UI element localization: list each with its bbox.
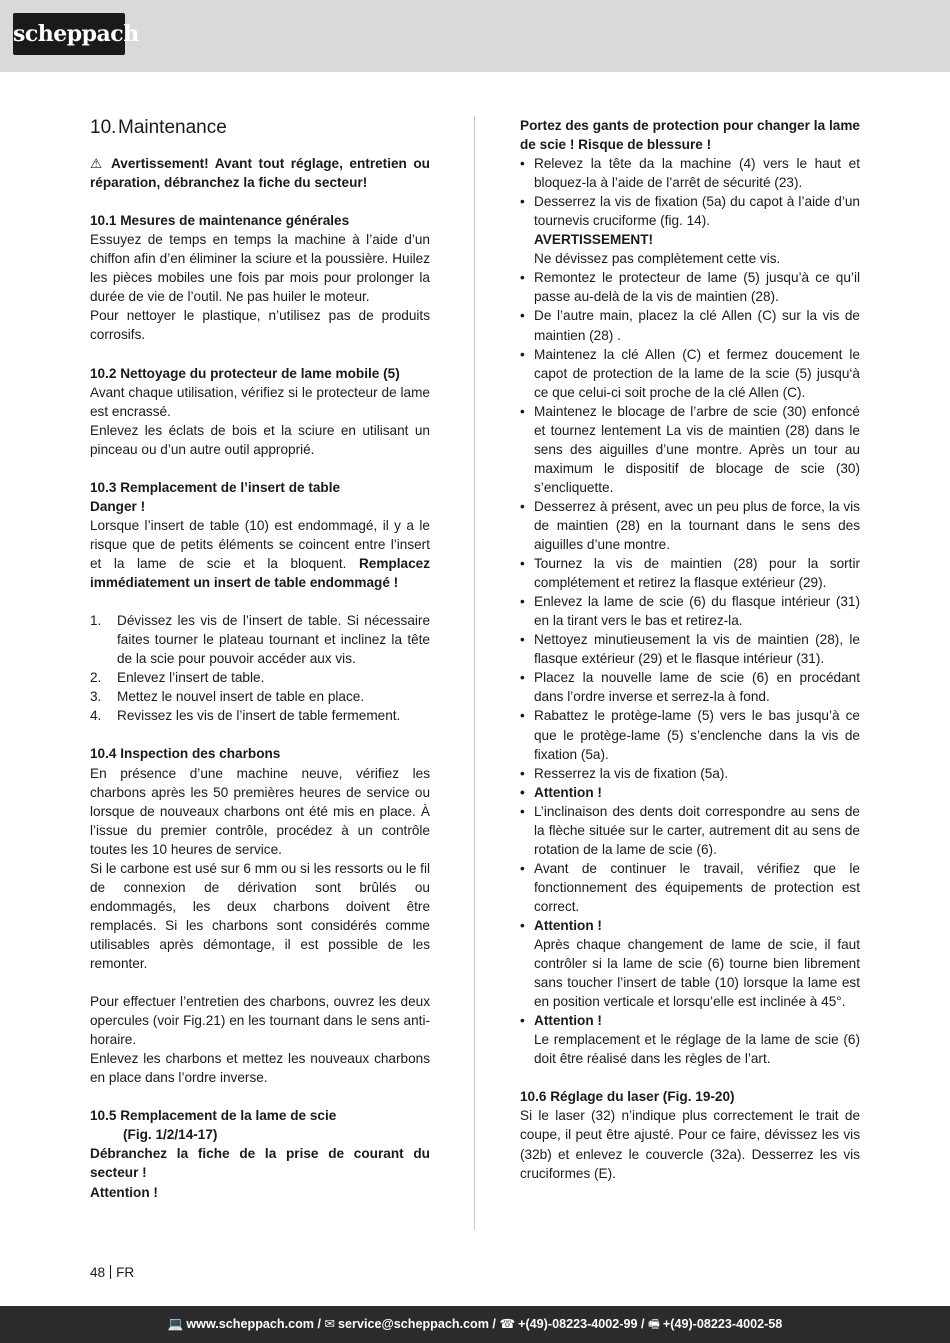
footer-separator: / — [488, 1317, 500, 1331]
section-number: 10. — [90, 117, 117, 138]
subsection-title-10-6: 10.6 Réglage du laser (Fig. 19-20) — [520, 1089, 735, 1105]
list-item: • Rabattez le protège-lame (5) vers le bas jusqu’à ce que le protège-lame (5) s’enclenche dans la vis de fixation (5a). — [520, 706, 860, 763]
footer-website-link[interactable]: www.scheppach.com — [186, 1317, 314, 1331]
list-item — [90, 668, 430, 687]
step-text: Revissez les vis de l’insert de table fermement. — [117, 708, 401, 724]
step-number: 1. — [90, 613, 102, 629]
step-text: Dévissez les vis de l’insert de table. Si nécessaire faites tourner le plateau tournant et inclinez la tête de la scie pour pouvoir accéder aux vis. — [117, 613, 430, 667]
page-number — [90, 1265, 134, 1280]
list-item — [520, 916, 860, 1011]
list-item — [520, 1011, 860, 1068]
procedure-list — [520, 154, 860, 1068]
paragraph: Pour effectuer l’entretien des charbons, ouvrez les deux opercules (voir Fig.21) en les tournant dans le sens anti-horaire. — [90, 994, 430, 1048]
paragraph: Enlevez les éclats de bois et la sciure en utilisant un pinceau ou d’un autre outil approprié. — [90, 422, 430, 457]
danger-label: Danger ! — [90, 498, 146, 514]
warning-paragraph — [90, 154, 430, 192]
paragraph: Pour nettoyer le plastique, n’utilisez pas de produits corrosifs. — [90, 308, 430, 343]
list-item: • L’inclinaison des dents doit correspondre au sens de la flèche située sur le carter, autrement dit au sens de rotation de la lame de scie (6). — [520, 802, 860, 859]
paragraph: Si le laser (32) n’indique plus correctement le trait de coupe, il peut être ajusté. Pour ce faire, dévissez les vis (32b) et enlevez le couvercle (32a). Desserrez les vis cruciformes (E). — [520, 1108, 860, 1181]
subsection-title-10-1: 10.1 Mesures de maintenance générales — [90, 213, 350, 229]
warning-text: Ne dévissez pas complètement cette vis. — [534, 251, 781, 267]
computer-icon: 💻 — [167, 1317, 184, 1331]
paragraph: Essuyez de temps en temps la machine à l’aide d’un chiffon afin d’en éliminer la sciure et la poussière. Huilez les pièces mobiles une fois par mois pour prolonger la durée de vie de l’outil. Ne pas huiler le moteur. — [90, 232, 430, 305]
list-item: • Placez la nouvelle lame de scie (6) en procédant dans l’ordre inverse et serrez-la à fond. — [520, 668, 860, 706]
page-number-value: 48 — [90, 1265, 106, 1280]
list-item: • Relevez la tête da la machine (4) vers le haut et bloquez-la à l’aide de l’arrêt de sécurité (23). — [520, 154, 860, 192]
list-item: • Nettoyez minutieusement la vis de maintien (28), le flasque extérieur (29) et le flasque intérieur (31). — [520, 630, 860, 668]
footer-phone: +(49)-08223-4002-99 — [518, 1317, 638, 1331]
list-item: • Resserrez la vis de fixation (5a). — [520, 764, 860, 783]
list-item — [90, 687, 430, 706]
footer-email-link[interactable]: service@scheppach.com — [338, 1317, 489, 1331]
fax-icon: 🖷 — [648, 1317, 660, 1331]
list-item: • De l’autre main, placez la clé Allen (C) sur la vis de maintien (28) . — [520, 306, 860, 344]
column-divider — [474, 116, 475, 1230]
list-item: • Enlevez la lame de scie (6) du flasque intérieur (31) en la tirant vers le bas et retirez-la. — [520, 592, 860, 630]
step-text: Enlevez l’insert de table. — [117, 670, 265, 686]
emphasis-text: Remplacez immédiatement un insert de table endommagé ! — [90, 555, 431, 591]
warning-text: Avertissement! Avant tout réglage, entretien ou réparation, débranchez la fiche du secteur! — [90, 156, 430, 191]
list-item — [520, 192, 860, 268]
list-item-text: Le remplacement et le réglage de la lame de scie (6) doit être réalisé dans les règles de l’art. — [534, 1032, 860, 1067]
list-item-text: Desserrez la vis de fixation (5a) du capot à l’aide d’un tournevis cruciforme (fig. 14). — [534, 194, 860, 229]
page-language: FR — [116, 1265, 135, 1280]
right-column — [520, 116, 860, 1183]
list-item-text: Après chaque changement de lame de scie, il faut contrôler si la lame de scie (6) tourne bien librement sans toucher l’insert de table (10) lorsque la lame est en position verticale et lorsqu’elle est inclinée à 45°. — [534, 937, 860, 1010]
step-number: 3. — [90, 689, 102, 705]
figure-reference: (Fig. 1/2/14-17) — [123, 1127, 218, 1143]
footer-separator: / — [313, 1317, 325, 1331]
steps-list — [90, 611, 430, 725]
subsection-title-10-5: 10.5 Remplacement de la lame de scie — [90, 1108, 337, 1124]
gloves-warning: Portez des gants de protection pour changer la lame de scie ! Risque de blessure ! — [520, 118, 860, 153]
footer-bar — [0, 1306, 950, 1343]
subsection-title-10-2: 10.2 Nettoyage du protecteur de lame mobile (5) — [90, 365, 400, 381]
list-item-attention: • Attention ! — [520, 783, 860, 802]
list-item: • Maintenez le blocage de l’arbre de scie (30) enfoncé et tournez lentement La vis de maintien (28) dans le sens des aiguilles d’une montre. Après un tour au maximum le dispositif de blocage de scie (30) s’encliquette. — [520, 402, 860, 497]
paragraph: Avant chaque utilisation, vérifiez si le protecteur de lame est encrassé. — [90, 384, 430, 419]
step-number: 4. — [90, 708, 102, 724]
subsection-title-10-3: 10.3 Remplacement de l’insert de table — [90, 479, 341, 495]
list-item — [90, 611, 430, 668]
attention-label: Attention ! — [90, 1184, 158, 1200]
list-item: • Remontez le protecteur de lame (5) jusqu’à ce qu’il passe au-delà de la vis de maintien (28). — [520, 268, 860, 306]
warning-icon: ⚠ — [90, 156, 105, 171]
paragraph: Si le carbone est usé sur 6 mm ou si les ressorts ou le fil de connexion de dérivation sont brûlés ou endommagés, les deux charbons doivent être remplacés. Si les charbons sont considérés comme utilisables après démontage, il est possible de les remonter. — [90, 860, 430, 971]
unplug-warning: Débranchez la fiche de la prise de courant du secteur ! — [90, 1146, 430, 1181]
list-item: • Avant de continuer le travail, vérifiez que le fonctionnement des équipements de protection est correct. — [520, 859, 860, 916]
brand-logo: scheppach — [13, 13, 125, 55]
attention-label: Attention ! — [534, 917, 602, 933]
warning-label: AVERTISSEMENT! — [534, 232, 654, 248]
footer-fax: +(49)-08223-4002-58 — [662, 1317, 783, 1331]
subsection-title-10-4: 10.4 Inspection des charbons — [90, 746, 281, 762]
paragraph: Enlevez les charbons et mettez les nouveaux charbons en place dans l’ordre inverse. — [90, 1051, 430, 1086]
footer-separator: / — [637, 1317, 649, 1331]
section-title: Maintenance — [118, 117, 227, 138]
paragraph: En présence d’une machine neuve, vérifiez les charbons après les 50 premières heures de service ou lorsque de nouveaux charbons ont été mis en place. À l’issue du premier contrôle, procédez à un contrôle toutes les 10 heures de service. — [90, 765, 430, 857]
phone-icon: ☎ — [499, 1317, 516, 1331]
step-text: Mettez le nouvel insert de table en place. — [117, 689, 365, 705]
left-column — [90, 116, 430, 1202]
header-bar — [0, 0, 950, 72]
list-item: • Tournez la vis de maintien (28) pour la sortir complétement et retirez la flasque extérieur (29). — [520, 554, 860, 592]
step-number: 2. — [90, 670, 102, 686]
list-item: • Maintenez la clé Allen (C) et fermez doucement le capot de protection de la lame de la scie (5) jusqu‘à ce que celui-ci soit proche de la clé Allen (C). — [520, 345, 860, 402]
mail-icon: ✉ — [324, 1317, 336, 1331]
paragraph-text: Lorsque l’insert de table (10) est endommagé, il y a le risque que de petits éléments se coincent entre l’insert et la lame de scie et la bloquent. — [90, 517, 430, 571]
attention-label: Attention ! — [534, 1013, 602, 1029]
page-separator — [110, 1265, 111, 1279]
paragraph — [90, 516, 430, 592]
section-heading — [90, 116, 430, 140]
list-item: • Desserrez à présent, avec un peu plus de force, la vis de maintien (28) en la tournant dans le sens des aiguilles d’une montre. — [520, 497, 860, 554]
list-item — [90, 706, 430, 725]
